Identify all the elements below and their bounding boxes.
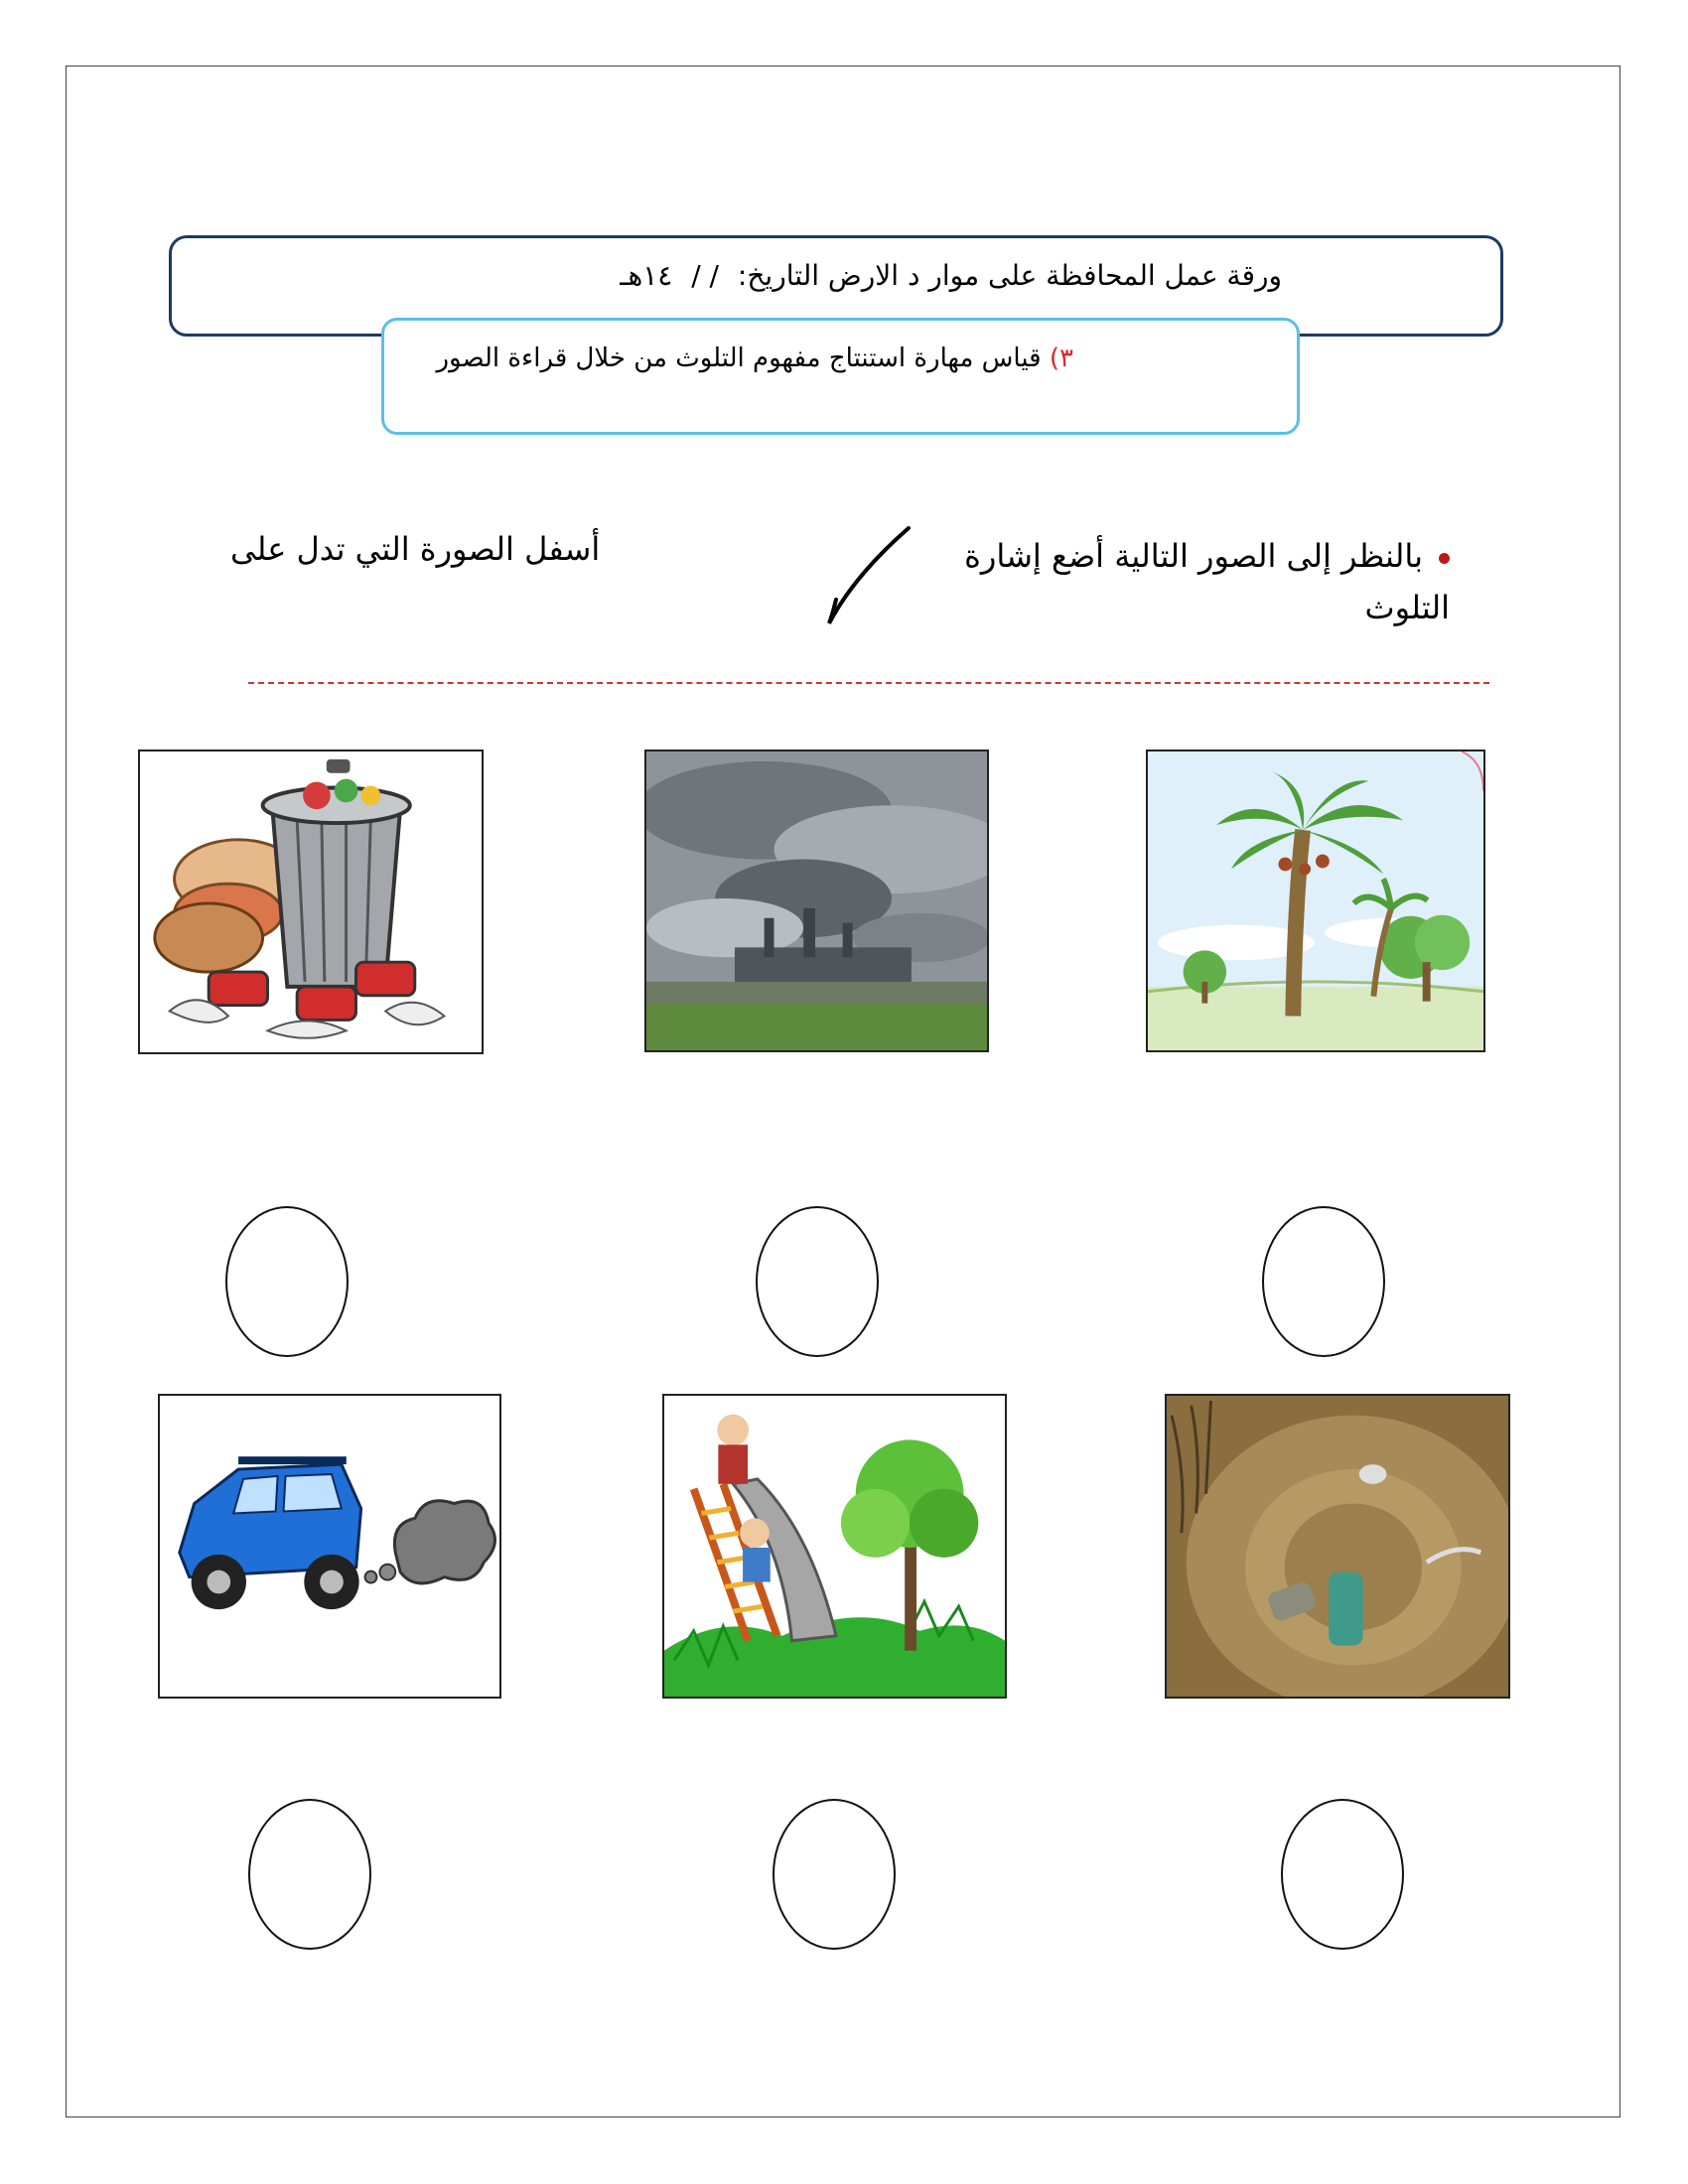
- answer-circle-polluted-water[interactable]: [1281, 1799, 1404, 1950]
- factory-smoke-illustration: [646, 751, 987, 1050]
- children-slide-park-illustration: [664, 1396, 1005, 1697]
- picture-polluted-water-pipe: [1165, 1394, 1510, 1699]
- picture-car-exhaust: [158, 1394, 501, 1699]
- answer-circle-car-exhaust[interactable]: [248, 1799, 371, 1950]
- objective-description: قياس مهارة استنتاج مفهوم التلوث من خلال قراءة الصور: [436, 343, 1042, 373]
- dashed-divider: [248, 682, 1489, 684]
- answer-circle-children-slide[interactable]: [773, 1799, 896, 1950]
- bullet-icon: [1439, 553, 1450, 564]
- picture-palm-trees: [1146, 750, 1485, 1052]
- answer-circle-trash-can[interactable]: [225, 1206, 349, 1357]
- objective-box: [381, 318, 1300, 435]
- picture-children-slide-park: [662, 1394, 1007, 1699]
- title-text: ورقة عمل المحافظة على موار د الارض التاريخ:: [737, 259, 1282, 292]
- worksheet-title: [620, 259, 1282, 292]
- objective-text: [418, 339, 1073, 378]
- date-slashes: / /: [691, 259, 719, 292]
- answer-circle-palm-trees[interactable]: [1262, 1206, 1385, 1357]
- instruction-main: [894, 530, 1450, 633]
- instruction-continuation: أسفل الصورة التي تدل على: [230, 530, 601, 568]
- answer-circle-factory-smoke[interactable]: [756, 1206, 879, 1357]
- trash-can-illustration: [140, 751, 482, 1052]
- car-exhaust-illustration: [160, 1396, 499, 1697]
- date-year: ١٤هـ: [620, 259, 673, 292]
- palm-trees-illustration: [1148, 751, 1483, 1050]
- objective-number: ٣): [1049, 343, 1073, 373]
- picture-factory-smoke: [644, 750, 989, 1052]
- checkmark-icon: [814, 516, 933, 635]
- picture-trash-can: [138, 750, 484, 1054]
- polluted-water-pipe-illustration: [1167, 1396, 1508, 1697]
- instruction-text-right: بالنظر إلى الصور التالية أضع إشارة التلوث: [964, 537, 1450, 626]
